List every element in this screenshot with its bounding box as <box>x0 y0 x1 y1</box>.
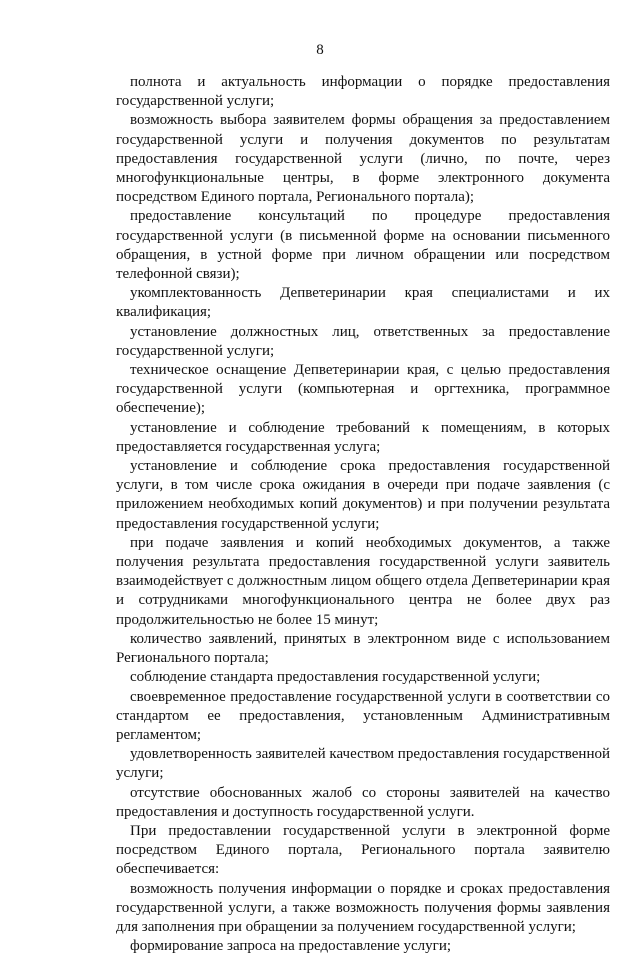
paragraph: соблюдение стандарта предоставления государственной услуги; <box>130 669 541 686</box>
paragraph: установление должностных лиц, ответственных за предоставление государственной услуги; <box>116 323 610 359</box>
paragraph: количество заявлений, принятых в электронном виде с использованием Регионального портала; <box>116 630 610 667</box>
paragraph: При предоставлении государственной услуги в электронной форме посредством Единого портала, Регионального портала заявителю обеспечивается: <box>116 822 610 878</box>
paragraph: укомплектованность Депветеринарии края специалистами и их квалификация; <box>116 285 610 321</box>
paragraph: возможность выбора заявителем формы обращения за предоставлением государственной услуги и получения документов по результатам предоставления государственной услуги (лично, по почте, через многофункциональные центры, в форме электронного документа посредством Единого портала, Регионального портала); <box>116 112 610 206</box>
paragraph: полнота и актуальность информации о порядке предоставления государственной услуги; <box>116 74 610 110</box>
paragraph: удовлетворенность заявителей качеством предоставления государственной услуги; <box>116 746 610 782</box>
paragraph: формирование запроса на предоставление услуги; <box>130 938 452 955</box>
paragraph: установление и соблюдение требований к помещениям, в которых предоставляется государственная услуга; <box>116 419 610 455</box>
paragraph: предоставление консультаций по процедуре предоставления государственной услуги (в письменной форме на основании письменного обращения, в устной форме при личном обращении или посредством телефонной связи); <box>116 208 610 283</box>
paragraph: отсутствие обоснованных жалоб со стороны заявителей на качество предоставления и доступность государственной услуги. <box>116 784 610 820</box>
paragraph: возможность получения информации о порядке и сроках предоставления государственной услуги, а также возможность получения формы заявления для заполнения при обращении за получением государственной услуги; <box>116 880 610 935</box>
document-body <box>116 73 610 956</box>
page-number: 8 <box>316 42 324 58</box>
paragraph: своевременное предоставление государственной услуги в соответствии со стандартом ее предоставления, установленным Административным регламентом; <box>116 688 610 743</box>
paragraph: техническое оснащение Депветеринарии края, с целью предоставления государственной услуги (компьютерная и оргтехника, программное обеспечение); <box>116 362 610 417</box>
paragraph: при подаче заявления и копий необходимых документов, а также получения результата предоставления государственной услуги заявитель взаимодействует с должностным лицом общего отдела Депветеринарии края и сотрудниками многофункционального центра не более двух раз продолжительностью не более 15 минут; <box>116 534 610 628</box>
paragraph: установление и соблюдение срока предоставления государственной услуги, в том числе срока ожидания в очереди при подаче заявления (с приложением необходимых копий документов) и при получении результата предоставления государственной услуги; <box>116 458 610 532</box>
